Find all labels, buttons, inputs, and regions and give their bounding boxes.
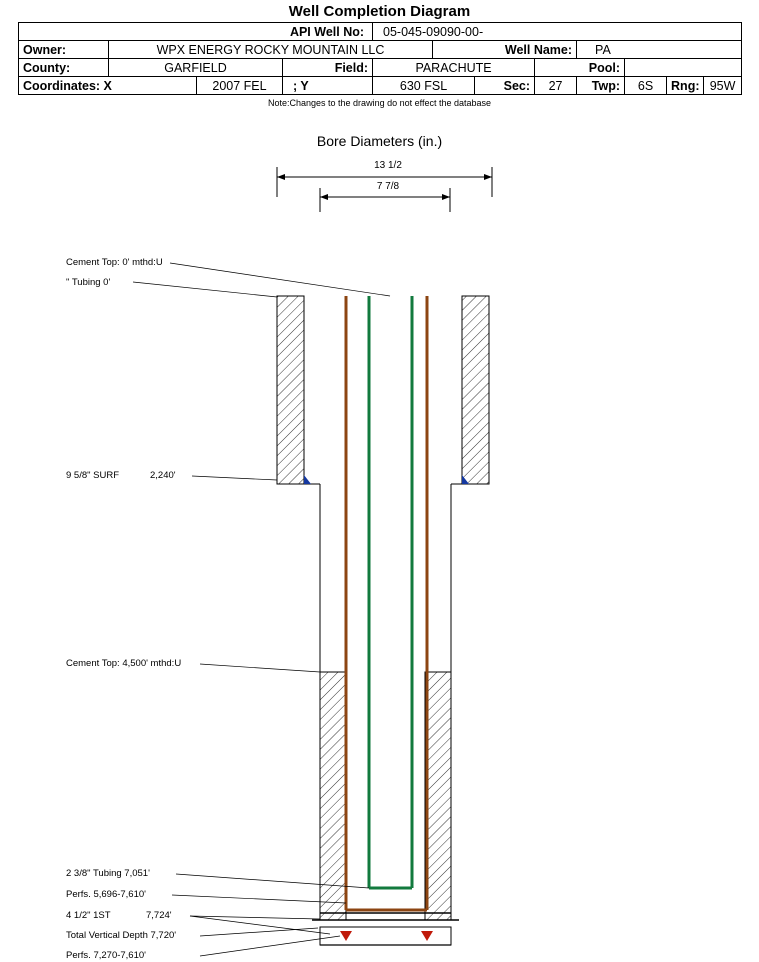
well-name-value: PA (577, 41, 742, 59)
callout-surface-casing-depth: 2,240' (150, 470, 176, 481)
bore-dimension-outer (277, 167, 492, 197)
bore-diameters-title: Bore Diameters (in.) (316, 133, 443, 149)
page-title: Well Completion Diagram (288, 3, 471, 20)
surface-casing-shoe (304, 475, 469, 484)
twp-value: 6S (625, 77, 667, 95)
rng-label: Rng: (667, 77, 704, 95)
owner-label: Owner: (19, 41, 109, 59)
coordinates-x-value: 2007 FEL (197, 77, 283, 95)
well-name-label: Well Name: (433, 41, 577, 59)
surface-casing-cement (277, 296, 489, 484)
callout-cement-top-4500: Cement Top: 4,500' mthd:U (66, 658, 182, 669)
tubing-string (369, 296, 412, 888)
callout-cement-top-0: Cement Top: 0' mthd:U (66, 257, 163, 268)
sec-value: 27 (535, 77, 577, 95)
coordinates-y-label: ; Y (283, 77, 373, 95)
rng-value: 95W (704, 77, 742, 95)
callout-tubing-7051: 2 3/8" Tubing 7,051' (66, 868, 150, 879)
bore-outer-diameter-label: 13 1/2 (374, 160, 402, 171)
sec-label: Sec: (475, 77, 535, 95)
coordinates-y-value: 630 FSL (373, 77, 475, 95)
api-well-no-label: API Well No: (19, 23, 373, 41)
twp-label: Twp: (577, 77, 625, 95)
owner-value: WPX ENERGY ROCKY MOUNTAIN LLC (109, 41, 433, 59)
perforation-markers (340, 931, 433, 941)
bore-dimension-inner (320, 188, 450, 212)
callout-perfs-lower: Perfs. 7,270-7,610' (66, 950, 146, 961)
field-value: PARACHUTE (373, 59, 535, 77)
callout-perfs-upper: Perfs. 5,696-7,610' (66, 889, 146, 900)
coordinates-x-label: Coordinates: X (19, 77, 197, 95)
disclaimer-note: Note:Changes to the drawing do not effect the database (268, 98, 491, 108)
county-label: County: (19, 59, 109, 77)
callout-tubing-0: " Tubing 0' (66, 277, 111, 288)
api-well-no-value: 05-045-09090-00- (373, 23, 742, 41)
callout-total-vertical-depth: Total Vertical Depth 7,720' (66, 930, 177, 941)
production-casing-string (346, 296, 427, 910)
county-value: GARFIELD (109, 59, 283, 77)
callout-first-stage-depth: 7,724' (146, 910, 172, 921)
callout-leader-lines (133, 263, 390, 956)
pool-label: Pool: (535, 59, 625, 77)
callout-surface-casing: 9 5/8" SURF (66, 470, 120, 481)
bore-inner-diameter-label: 7 7/8 (376, 181, 400, 192)
production-casing-cement (320, 672, 451, 920)
callout-first-stage: 4 1/2" 1ST (66, 910, 111, 921)
field-label: Field: (283, 59, 373, 77)
